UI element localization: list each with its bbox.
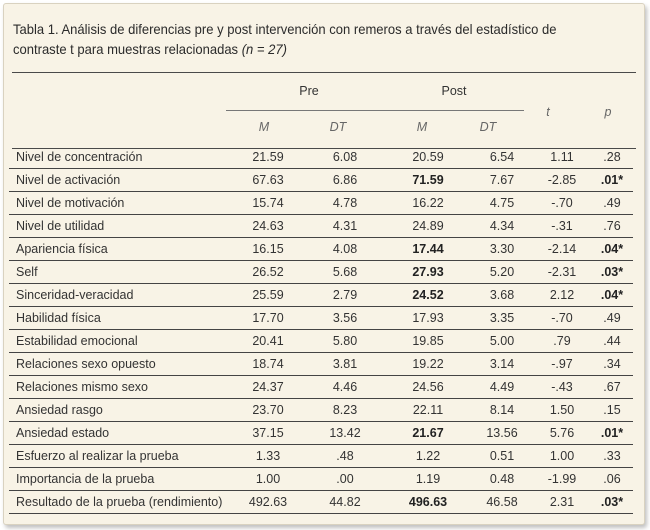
t-value-cell: -2.31 bbox=[533, 261, 591, 284]
pre-sd-cell: .48 bbox=[305, 445, 385, 468]
table-row bbox=[9, 192, 633, 215]
p-value-cell: .01* bbox=[591, 422, 633, 445]
row-label: Relaciones mismo sexo bbox=[9, 376, 231, 399]
row-label: Nivel de utilidad bbox=[9, 215, 231, 238]
p-value-cell: .34 bbox=[591, 353, 633, 376]
table-row bbox=[9, 491, 633, 514]
post-mean-cell: 22.11 bbox=[385, 399, 471, 422]
row-label: Estabilidad emocional bbox=[9, 330, 231, 353]
row-label: Habilidad física bbox=[9, 307, 231, 330]
row-label: Nivel de concentración bbox=[9, 146, 231, 169]
p-value-cell: .67 bbox=[591, 376, 633, 399]
post-mean-cell: 71.59 bbox=[385, 169, 471, 192]
t-value-cell: -.31 bbox=[533, 215, 591, 238]
post-sd-cell: 3.68 bbox=[471, 284, 533, 307]
pre-sd-cell: 4.78 bbox=[305, 192, 385, 215]
p-value-cell: .49 bbox=[591, 192, 633, 215]
pre-sd-cell: 2.79 bbox=[305, 284, 385, 307]
table-row bbox=[9, 215, 633, 238]
pre-mean-cell: 24.37 bbox=[231, 376, 305, 399]
pre-mean-cell: 37.15 bbox=[231, 422, 305, 445]
table-row bbox=[9, 307, 633, 330]
post-mean-cell: 16.22 bbox=[385, 192, 471, 215]
header-pre-dt: DT bbox=[329, 120, 347, 134]
pre-sd-cell: 6.08 bbox=[305, 146, 385, 169]
post-mean-cell: 24.52 bbox=[385, 284, 471, 307]
t-value-cell: 1.00 bbox=[533, 445, 591, 468]
row-label: Esfuerzo al realizar la prueba bbox=[9, 445, 231, 468]
t-value-cell: 2.31 bbox=[533, 491, 591, 514]
pre-sd-cell: 8.23 bbox=[305, 399, 385, 422]
t-value-cell: -1.99 bbox=[533, 468, 591, 491]
pre-sd-cell: 44.82 bbox=[305, 491, 385, 514]
table-row bbox=[9, 422, 633, 445]
post-mean-cell: 24.89 bbox=[385, 215, 471, 238]
table-row bbox=[9, 445, 633, 468]
pre-mean-cell: 67.63 bbox=[231, 169, 305, 192]
pre-mean-cell: 21.59 bbox=[231, 146, 305, 169]
p-value-cell: .01* bbox=[591, 169, 633, 192]
post-sd-cell: 46.58 bbox=[471, 491, 533, 514]
post-sd-cell: 4.49 bbox=[471, 376, 533, 399]
p-value-cell: .49 bbox=[591, 307, 633, 330]
p-value-cell: .03* bbox=[591, 261, 633, 284]
pre-sd-cell: 3.81 bbox=[305, 353, 385, 376]
table-caption bbox=[13, 19, 590, 59]
pre-sd-cell: 5.80 bbox=[305, 330, 385, 353]
pre-mean-cell: 20.41 bbox=[231, 330, 305, 353]
header-pre: Pre bbox=[299, 84, 319, 98]
row-label: Self bbox=[9, 261, 231, 284]
table-row bbox=[9, 146, 633, 169]
caption-sample-size: (n = 27) bbox=[241, 41, 287, 57]
post-mean-cell: 27.93 bbox=[385, 261, 471, 284]
p-value-cell: .04* bbox=[591, 238, 633, 261]
post-sd-cell: 3.14 bbox=[471, 353, 533, 376]
pre-mean-cell: 1.00 bbox=[231, 468, 305, 491]
pre-mean-cell: 25.59 bbox=[231, 284, 305, 307]
table-row bbox=[9, 353, 633, 376]
results-table bbox=[9, 146, 633, 514]
post-mean-cell: 17.44 bbox=[385, 238, 471, 261]
pre-mean-cell: 26.52 bbox=[231, 261, 305, 284]
post-sd-cell: 0.51 bbox=[471, 445, 533, 468]
row-label: Nivel de motivación bbox=[9, 192, 231, 215]
p-value-cell: .33 bbox=[591, 445, 633, 468]
p-value-cell: .15 bbox=[591, 399, 633, 422]
p-value-cell: .04* bbox=[591, 284, 633, 307]
t-value-cell: -.70 bbox=[533, 307, 591, 330]
pre-mean-cell: 16.15 bbox=[231, 238, 305, 261]
table-row bbox=[9, 261, 633, 284]
pre-sd-cell: 5.68 bbox=[305, 261, 385, 284]
t-value-cell: -.70 bbox=[533, 192, 591, 215]
pre-mean-cell: 23.70 bbox=[231, 399, 305, 422]
t-value-cell: -.97 bbox=[533, 353, 591, 376]
pre-mean-cell: 1.33 bbox=[231, 445, 305, 468]
t-value-cell: .79 bbox=[533, 330, 591, 353]
post-mean-cell: 1.19 bbox=[385, 468, 471, 491]
header-p: p bbox=[604, 105, 612, 119]
table-row bbox=[9, 169, 633, 192]
post-mean-cell: 496.63 bbox=[385, 491, 471, 514]
post-sd-cell: 4.34 bbox=[471, 215, 533, 238]
header-post: Post bbox=[441, 84, 467, 98]
header-pre-m: M bbox=[258, 120, 270, 134]
pre-sd-cell: 4.31 bbox=[305, 215, 385, 238]
row-label: Importancia de la prueba bbox=[9, 468, 231, 491]
post-sd-cell: 4.75 bbox=[471, 192, 533, 215]
pre-mean-cell: 492.63 bbox=[231, 491, 305, 514]
post-sd-cell: 13.56 bbox=[471, 422, 533, 445]
t-value-cell: 2.12 bbox=[533, 284, 591, 307]
post-mean-cell: 19.22 bbox=[385, 353, 471, 376]
t-value-cell: 1.50 bbox=[533, 399, 591, 422]
header-post-m: M bbox=[416, 120, 428, 134]
post-mean-cell: 21.67 bbox=[385, 422, 471, 445]
post-sd-cell: 7.67 bbox=[471, 169, 533, 192]
pre-mean-cell: 17.70 bbox=[231, 307, 305, 330]
header-t: t bbox=[546, 105, 550, 119]
pre-mean-cell: 24.63 bbox=[231, 215, 305, 238]
table-row bbox=[9, 468, 633, 491]
pre-sd-cell: 4.08 bbox=[305, 238, 385, 261]
post-sd-cell: 8.14 bbox=[471, 399, 533, 422]
row-label: Apariencia física bbox=[9, 238, 231, 261]
post-sd-cell: 0.48 bbox=[471, 468, 533, 491]
p-value-cell: .76 bbox=[591, 215, 633, 238]
t-value-cell: -2.14 bbox=[533, 238, 591, 261]
row-label: Ansiedad estado bbox=[9, 422, 231, 445]
post-mean-cell: 1.22 bbox=[385, 445, 471, 468]
header-post-dt: DT bbox=[479, 120, 497, 134]
pre-sd-cell: 13.42 bbox=[305, 422, 385, 445]
post-mean-cell: 17.93 bbox=[385, 307, 471, 330]
row-label: Nivel de activación bbox=[9, 169, 231, 192]
post-sd-cell: 6.54 bbox=[471, 146, 533, 169]
group-rule bbox=[226, 110, 524, 111]
post-mean-cell: 20.59 bbox=[385, 146, 471, 169]
p-value-cell: .03* bbox=[591, 491, 633, 514]
post-sd-cell: 5.20 bbox=[471, 261, 533, 284]
pre-mean-cell: 18.74 bbox=[231, 353, 305, 376]
table-row bbox=[9, 238, 633, 261]
row-label: Relaciones sexo opuesto bbox=[9, 353, 231, 376]
post-mean-cell: 19.85 bbox=[385, 330, 471, 353]
pre-sd-cell: 3.56 bbox=[305, 307, 385, 330]
table-row bbox=[9, 330, 633, 353]
table-row bbox=[9, 399, 633, 422]
p-value-cell: .06 bbox=[591, 468, 633, 491]
pre-sd-cell: .00 bbox=[305, 468, 385, 491]
p-value-cell: .28 bbox=[591, 146, 633, 169]
p-value-cell: .44 bbox=[591, 330, 633, 353]
pre-mean-cell: 15.74 bbox=[231, 192, 305, 215]
top-rule bbox=[12, 72, 636, 73]
t-value-cell: 5.76 bbox=[533, 422, 591, 445]
table-row bbox=[9, 284, 633, 307]
table-row bbox=[9, 376, 633, 399]
t-value-cell: -2.85 bbox=[533, 169, 591, 192]
post-mean-cell: 24.56 bbox=[385, 376, 471, 399]
row-label: Sinceridad-veracidad bbox=[9, 284, 231, 307]
pre-sd-cell: 6.86 bbox=[305, 169, 385, 192]
row-label: Resultado de la prueba (rendimiento) bbox=[9, 491, 231, 514]
t-value-cell: -.43 bbox=[533, 376, 591, 399]
caption-text: Tabla 1. Análisis de diferencias pre y post intervención con remeros a través del estadístico de contraste t para muestras relacionadas bbox=[13, 21, 557, 57]
pre-sd-cell: 4.46 bbox=[305, 376, 385, 399]
post-sd-cell: 3.30 bbox=[471, 238, 533, 261]
row-label: Ansiedad rasgo bbox=[9, 399, 231, 422]
post-sd-cell: 3.35 bbox=[471, 307, 533, 330]
t-value-cell: 1.11 bbox=[533, 146, 591, 169]
post-sd-cell: 5.00 bbox=[471, 330, 533, 353]
